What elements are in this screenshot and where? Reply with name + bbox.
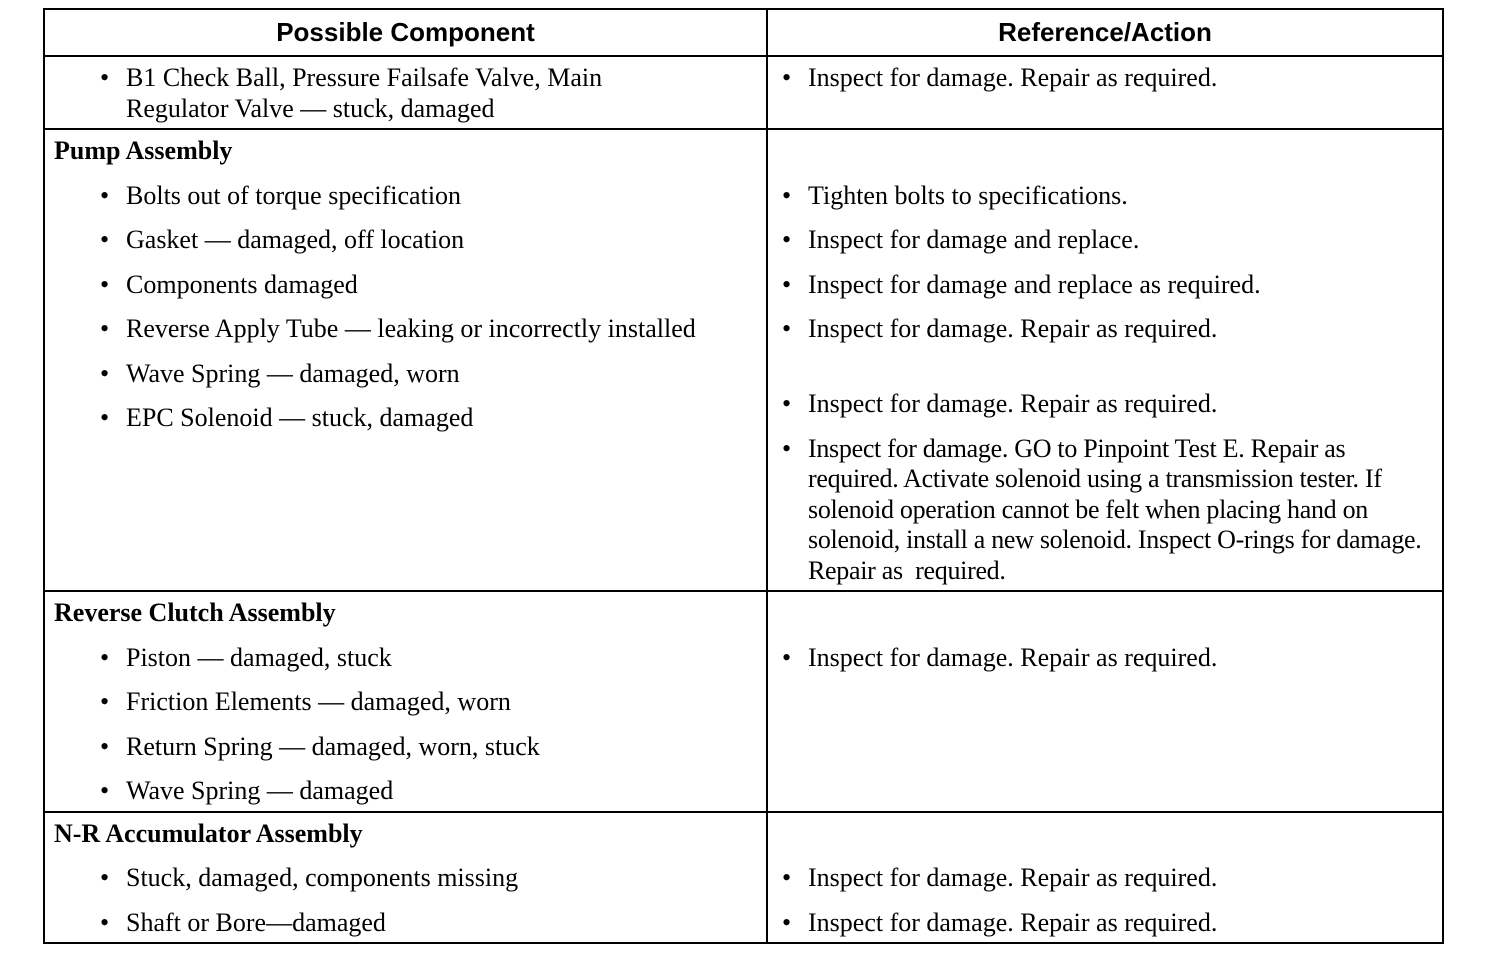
- section-title: Reverse Clutch Assembly: [54, 598, 336, 627]
- component-text: Shaft or Bore—damaged: [126, 907, 386, 937]
- section-nr-accumulator: [45, 811, 1442, 943]
- action-item: [768, 270, 1442, 301]
- bullet-icon: •: [782, 642, 792, 672]
- header-reference-action: Reference/Action: [998, 17, 1212, 47]
- component-text: Gasket — damaged, off location: [126, 225, 465, 254]
- bullet-icon: •: [100, 180, 110, 210]
- action-item: [768, 863, 1442, 894]
- component-item: [45, 359, 766, 390]
- action-cell: [768, 130, 1442, 590]
- action-item: [768, 225, 1442, 256]
- component-text: Components damaged: [126, 269, 358, 299]
- bullet-icon: •: [100, 403, 110, 432]
- title-spacer: [768, 819, 1442, 864]
- action-cell: [768, 813, 1442, 943]
- action-text: Tighten bolts to specifications.: [808, 180, 1128, 210]
- action-text: Inspect for damage. Repair as required.: [808, 863, 1218, 892]
- bullet-icon: •: [100, 731, 110, 761]
- action-text: Inspect for damage. Repair as required.: [808, 907, 1218, 937]
- component-item: [45, 687, 766, 718]
- action-text: Inspect for damage and replace as required.: [808, 269, 1261, 299]
- component-item: [45, 63, 660, 124]
- action-text: Inspect for damage. Repair as required.: [808, 389, 1218, 418]
- action-item: [768, 643, 1442, 674]
- bullet-icon: •: [100, 687, 110, 716]
- section-check-ball: [45, 55, 1442, 128]
- component-text: Bolts out of torque specification: [126, 180, 462, 210]
- component-cell: [45, 592, 768, 811]
- action-item: [768, 63, 1442, 94]
- bullet-icon: •: [100, 863, 110, 892]
- component-text: Friction Elements — damaged, worn: [126, 687, 511, 716]
- bullet-icon: •: [782, 63, 792, 92]
- component-text: B1 Check Ball, Pressure Failsafe Valve, Main Regulator Valve — stuck, damaged: [126, 63, 609, 123]
- bullet-icon: •: [100, 314, 110, 343]
- title-spacer: [768, 136, 1442, 181]
- title-spacer: [768, 598, 1442, 643]
- action-text: Inspect for damage. Repair as required.: [808, 63, 1218, 92]
- bullet-icon: •: [782, 225, 792, 254]
- action-cell: [768, 592, 1442, 811]
- bullet-icon: •: [782, 433, 792, 463]
- component-item: [45, 181, 766, 212]
- component-item: [45, 732, 766, 763]
- bullet-icon: •: [782, 863, 792, 892]
- component-item: [45, 643, 766, 674]
- bullet-icon: •: [100, 225, 110, 254]
- component-text: Stuck, damaged, components missing: [126, 863, 519, 892]
- action-item: [768, 389, 1442, 420]
- component-text: EPC Solenoid — stuck, damaged: [126, 403, 474, 432]
- component-item: [45, 908, 766, 939]
- component-item: [45, 403, 766, 434]
- component-cell: [45, 57, 768, 128]
- bullet-icon: •: [782, 907, 792, 937]
- diagnosis-table: [43, 8, 1444, 944]
- bullet-icon: •: [100, 776, 110, 805]
- bullet-icon: •: [100, 269, 110, 299]
- section-reverse-clutch: [45, 590, 1442, 811]
- bullet-icon: •: [782, 314, 792, 343]
- bullet-icon: •: [100, 358, 110, 388]
- component-item: [45, 776, 766, 807]
- bullet-icon: •: [782, 180, 792, 210]
- action-item: [768, 181, 1442, 212]
- component-text: Reverse Apply Tube — leaking or incorrectly installed: [126, 314, 696, 343]
- component-text: Piston — damaged, stuck: [126, 642, 392, 672]
- component-item: [45, 270, 766, 301]
- component-text: Return Spring — damaged, worn, stuck: [126, 731, 540, 761]
- action-text: Inspect for damage. Repair as required.: [808, 642, 1218, 672]
- section-title: N-R Accumulator Assembly: [54, 818, 363, 848]
- bullet-icon: •: [100, 907, 110, 937]
- action-item: [768, 314, 1442, 375]
- component-item: [45, 225, 766, 256]
- action-item: [768, 434, 1442, 587]
- section-pump-assembly: [45, 128, 1442, 590]
- action-text: Inspect for damage. GO to Pinpoint Test E. Repair as required. Activate solenoid using a transmission tester. If solenoid operation cannot be felt when placing hand on solenoid, install a new solenoid. Inspect O-rings for damage. Repair as required.: [808, 433, 1428, 585]
- component-text: Wave Spring — damaged, worn: [126, 358, 460, 388]
- bullet-icon: •: [100, 642, 110, 672]
- bullet-icon: •: [100, 63, 110, 92]
- section-title: Pump Assembly: [54, 136, 233, 165]
- table-header-row: [45, 10, 1442, 55]
- component-text: Wave Spring — damaged: [126, 776, 394, 805]
- action-cell: [768, 57, 1442, 128]
- action-text: Inspect for damage and replace.: [808, 225, 1140, 254]
- action-item: [768, 908, 1442, 939]
- component-item: [45, 863, 766, 894]
- component-cell: [45, 813, 768, 943]
- action-text: Inspect for damage. Repair as required.: [808, 314, 1218, 343]
- bullet-icon: •: [782, 269, 792, 299]
- bullet-icon: •: [782, 389, 792, 418]
- header-possible-component: Possible Component: [45, 10, 768, 55]
- component-cell: [45, 130, 768, 590]
- component-item: [45, 314, 720, 345]
